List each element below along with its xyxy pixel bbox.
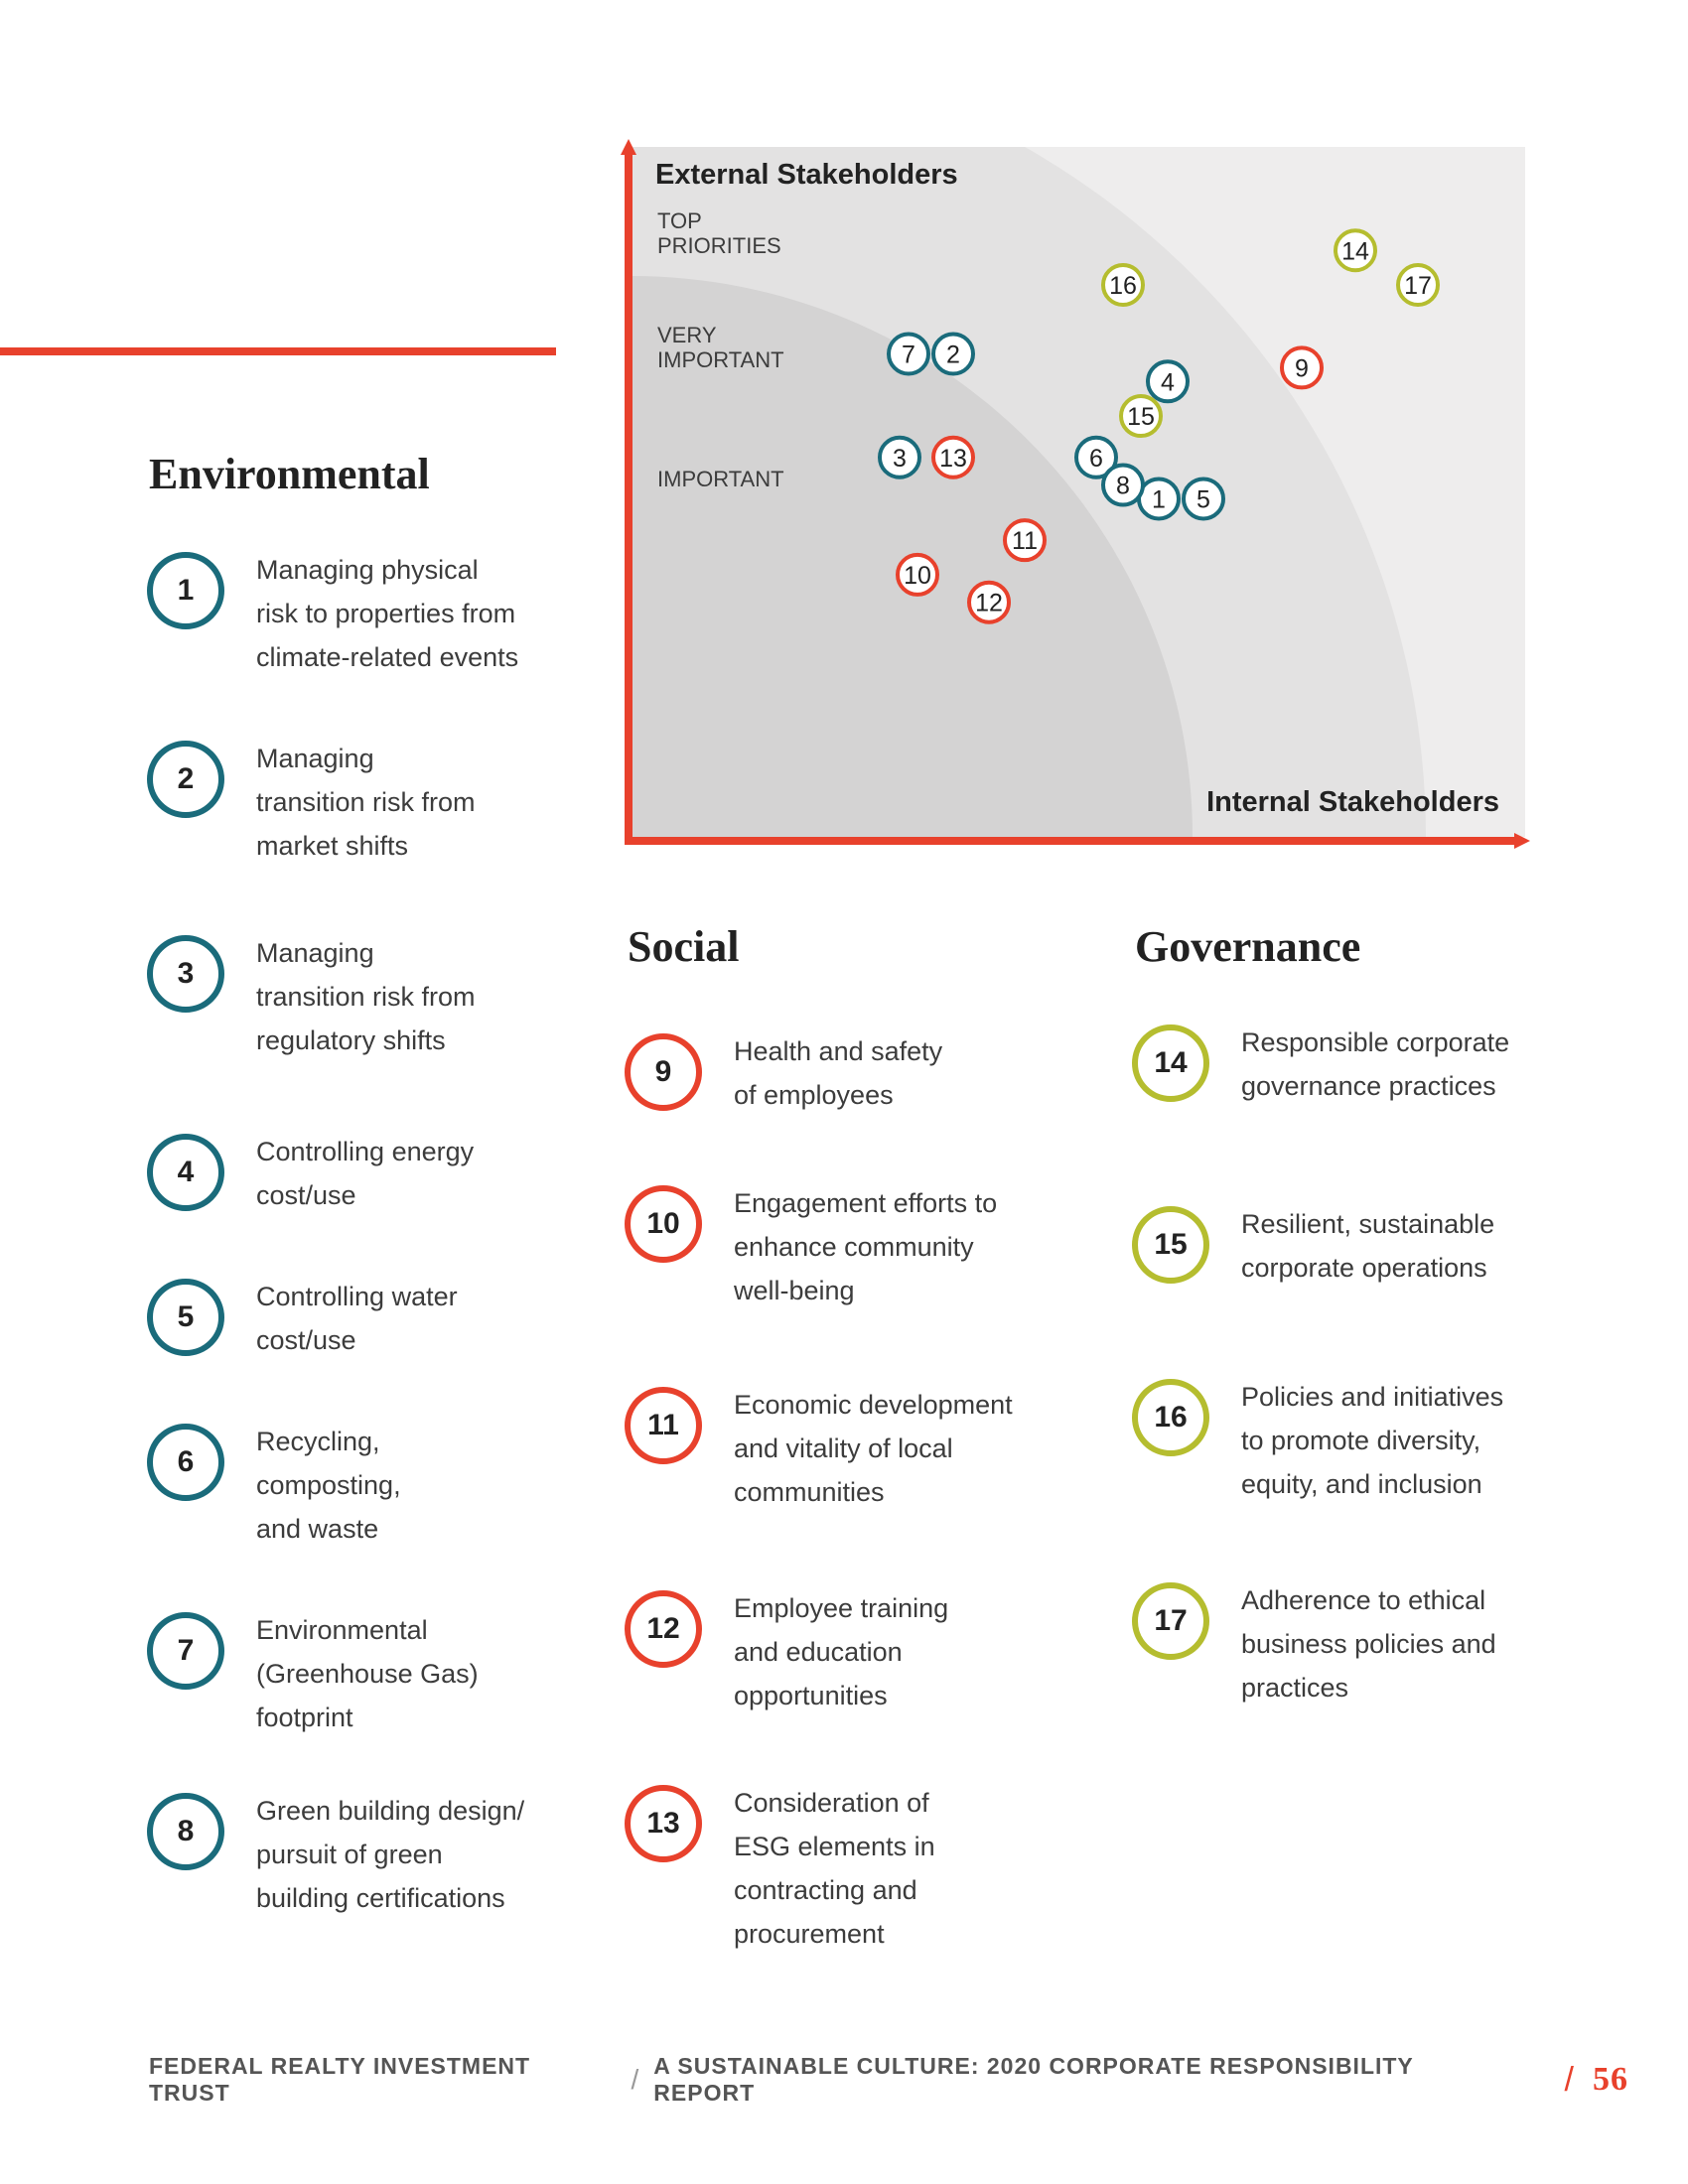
item-number-badge: 6 <box>147 1424 224 1501</box>
chart-point-15 <box>1121 396 1161 436</box>
item-number-badge: 17 <box>1132 1582 1209 1660</box>
heading-social: Social <box>628 922 740 971</box>
item-description: Controlling energy cost/use <box>256 1137 475 1210</box>
item-number-badge: 13 <box>625 1785 702 1862</box>
item-description: Consideration of ESG elements in contracting and procurement <box>734 1788 935 1949</box>
materiality-matrix-chart <box>621 139 1534 854</box>
environmental-item-5 <box>147 1275 458 1362</box>
chart-point-label: 7 <box>902 341 915 369</box>
footer-organization: FEDERAL REALTY INVESTMENT TRUST <box>149 2053 531 2106</box>
item-description: Green building design/ pursuit of green building certifications <box>256 1796 525 1913</box>
environmental-item-7 <box>147 1608 479 1739</box>
chart-point-8 <box>1103 466 1143 505</box>
item-number-badge: 16 <box>1132 1379 1209 1456</box>
item-number-badge: 5 <box>147 1279 224 1356</box>
environmental-item-4 <box>147 1130 474 1217</box>
item-number-badge: 11 <box>625 1387 702 1464</box>
environmental-item-8 <box>147 1789 524 1920</box>
item-description: Engagement efforts to enhance community well-being <box>734 1188 998 1305</box>
page-number: 56 <box>1593 2061 1628 2098</box>
environmental-item-6 <box>147 1420 401 1551</box>
item-description: Environmental (Greenhouse Gas) footprint <box>256 1615 479 1732</box>
chart-point-label: 8 <box>1116 472 1130 500</box>
social-item-13 <box>625 1781 935 1956</box>
chart-point-11 <box>1005 520 1045 560</box>
chart-point-7 <box>889 335 928 374</box>
chart-point-16 <box>1103 265 1143 305</box>
decorative-red-rule <box>0 347 556 355</box>
item-description: Resilient, sustainable corporate operations <box>1241 1209 1495 1283</box>
heading-governance: Governance <box>1135 922 1361 971</box>
chart-point-13 <box>933 438 973 478</box>
chart-point-12 <box>969 583 1009 622</box>
governance-item-14 <box>1132 1021 1509 1108</box>
item-description: Economic development and vitality of local communities <box>734 1390 1013 1507</box>
item-number-badge: 14 <box>1132 1024 1209 1102</box>
item-number-badge: 7 <box>147 1612 224 1690</box>
x-axis-line <box>625 837 1516 845</box>
x-axis-label: Internal Stakeholders <box>1206 786 1499 818</box>
chart-point-5 <box>1184 478 1223 518</box>
item-description: Recycling, composting, and waste <box>256 1427 401 1544</box>
item-number-badge: 10 <box>625 1185 702 1263</box>
item-description: Adherence to ethical business policies and practices <box>1241 1585 1496 1703</box>
item-description: Managing transition risk from market shifts <box>256 744 476 861</box>
governance-item-17 <box>1132 1578 1496 1709</box>
chart-point-label: 3 <box>893 444 907 473</box>
chart-point-17 <box>1398 265 1438 305</box>
item-description: Controlling water cost/use <box>256 1282 458 1355</box>
chart-point-label: 6 <box>1089 444 1103 473</box>
environmental-item-2 <box>147 737 476 868</box>
chart-point-2 <box>933 335 973 374</box>
item-description: Managing transition risk from regulatory shifts <box>256 938 476 1055</box>
social-item-12 <box>625 1586 948 1717</box>
item-description: Health and safety of employees <box>734 1036 943 1110</box>
chart-point-label: 4 <box>1161 368 1175 397</box>
chart-point-4 <box>1148 361 1188 401</box>
y-axis-label: External Stakeholders <box>655 159 958 191</box>
zone-label-top-priorities: TOP PRIORITIES <box>657 208 781 258</box>
social-item-10 <box>625 1181 997 1312</box>
governance-item-15 <box>1132 1202 1494 1290</box>
environmental-item-1 <box>147 548 518 679</box>
chart-point-label: 17 <box>1404 272 1432 300</box>
item-number-badge: 12 <box>625 1590 702 1668</box>
item-number-badge: 9 <box>625 1033 702 1111</box>
item-description: Responsible corporate governance practices <box>1241 1027 1510 1101</box>
chart-point-9 <box>1282 347 1322 387</box>
chart-point-label: 10 <box>904 561 931 590</box>
item-number-badge: 2 <box>147 741 224 818</box>
environmental-item-3 <box>147 931 476 1062</box>
chart-point-label: 12 <box>975 589 1003 617</box>
chart-point-label: 2 <box>946 341 960 369</box>
social-item-11 <box>625 1383 1013 1514</box>
y-axis-line <box>625 153 633 845</box>
item-number-badge: 15 <box>1132 1206 1209 1284</box>
chart-point-label: 1 <box>1152 485 1166 514</box>
footer-report-title: A SUSTAINABLE CULTURE: 2020 CORPORATE RESPONSIBILITY REPORT <box>653 2053 1414 2106</box>
item-number-badge: 3 <box>147 935 224 1013</box>
chart-point-10 <box>898 555 937 595</box>
chart-point-label: 14 <box>1341 237 1369 266</box>
chart-point-1 <box>1139 478 1179 518</box>
governance-item-16 <box>1132 1375 1503 1506</box>
item-description: Managing physical risk to properties from climate-related events <box>256 555 519 672</box>
page-footer <box>149 2053 1628 2107</box>
chart-point-label: 9 <box>1295 354 1309 383</box>
chart-point-label: 15 <box>1127 403 1155 432</box>
item-description: Employee training and education opportunities <box>734 1593 949 1710</box>
item-number-badge: 1 <box>147 552 224 629</box>
page-number-separator: / <box>1564 2060 1575 2099</box>
social-item-9 <box>625 1029 942 1117</box>
chart-point-label: 11 <box>1012 527 1038 556</box>
chart-point-label: 5 <box>1196 485 1210 514</box>
item-description: Policies and initiatives to promote diversity, equity, and inclusion <box>1241 1382 1504 1499</box>
chart-point-label: 13 <box>939 444 967 473</box>
item-number-badge: 4 <box>147 1134 224 1211</box>
item-number-badge: 8 <box>147 1793 224 1870</box>
heading-environmental: Environmental <box>149 450 430 498</box>
zone-label-important: IMPORTANT <box>657 467 784 491</box>
chart-point-3 <box>880 438 919 478</box>
chart-point-14 <box>1336 230 1375 270</box>
zone-label-very-important: VERY IMPORTANT <box>657 323 784 372</box>
chart-point-label: 16 <box>1109 272 1137 300</box>
footer-separator: / <box>631 2064 640 2095</box>
